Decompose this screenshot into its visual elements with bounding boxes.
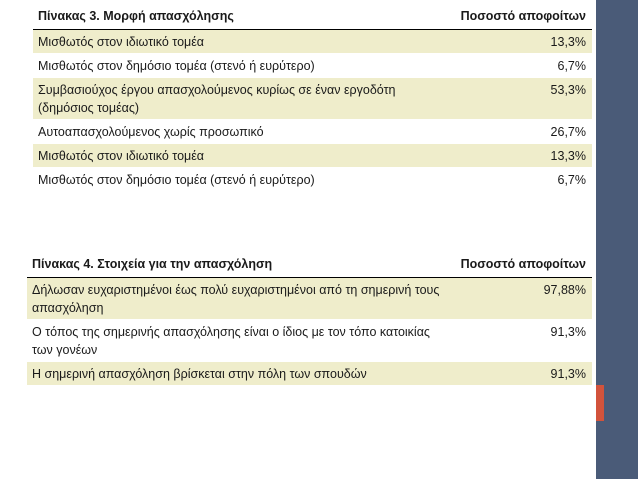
row-label: Ο τόπος της σημερινής απασχόλησης είναι ο ίδιος με τον τόπο κατοικίας των γονέων (27, 320, 451, 362)
row-label: Μισθωτός στον δημόσιο τομέα (στενό ή ευρύτερο) (33, 54, 452, 78)
table-row (27, 320, 592, 362)
row-label: Μισθωτός στον ιδιωτικό τομέα (33, 30, 452, 54)
table-title: Πίνακας 4. Στοιχεία για την απασχόληση (27, 251, 451, 278)
table-row (33, 54, 592, 78)
table-header-row (33, 3, 592, 30)
row-value: 53,3% (452, 78, 592, 120)
table-row (27, 362, 592, 386)
table-row (33, 144, 592, 168)
row-label: Μισθωτός στον ιδιωτικό τομέα (33, 144, 452, 168)
table-row (33, 120, 592, 144)
table-row (33, 168, 592, 192)
slide-side-accent (596, 385, 604, 421)
row-value: 91,3% (451, 362, 592, 386)
row-value: 91,3% (451, 320, 592, 362)
row-value: 26,7% (452, 120, 592, 144)
row-value: 13,3% (452, 144, 592, 168)
table-row (33, 78, 592, 120)
table-row (33, 30, 592, 54)
table-employment-details (27, 251, 592, 386)
row-label: Δήλωσαν ευχαριστημένοι έως πολύ ευχαριστημένοι από τη σημερινή τους απασχόληση (27, 278, 451, 320)
table-employment-form (33, 3, 592, 192)
row-label: Αυτοαπασχολούμενος χωρίς προσωπικό (33, 120, 452, 144)
row-value: 6,7% (452, 54, 592, 78)
row-label: Συμβασιούχος έργου απασχολούμενος κυρίως σε έναν εργοδότη (δημόσιος τομέας) (33, 78, 452, 120)
column-header-percentage: Ποσοστό αποφοίτων (451, 251, 592, 278)
table-header-row (27, 251, 592, 278)
table-title: Πίνακας 3. Μορφή απασχόλησης (33, 3, 452, 30)
row-value: 97,88% (451, 278, 592, 320)
row-value: 6,7% (452, 168, 592, 192)
row-label: Η σημερινή απασχόληση βρίσκεται στην πόλη των σπουδών (27, 362, 451, 386)
column-header-percentage: Ποσοστό αποφοίτων (452, 3, 592, 30)
table-row (27, 278, 592, 320)
row-value: 13,3% (452, 30, 592, 54)
row-label: Μισθωτός στον δημόσιο τομέα (στενό ή ευρύτερο) (33, 168, 452, 192)
